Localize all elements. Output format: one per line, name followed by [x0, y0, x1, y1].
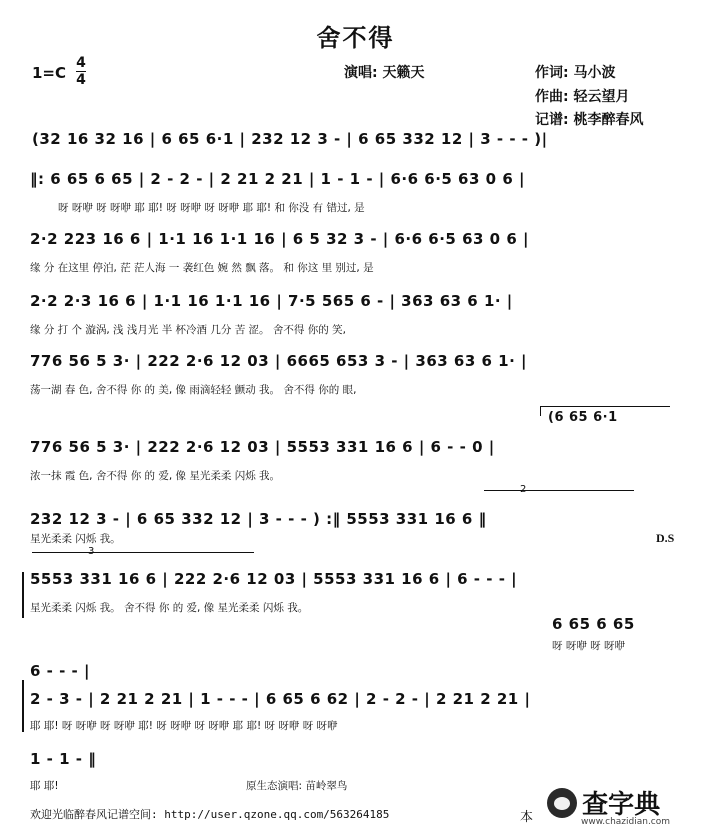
left-bracket-bar-2 [22, 680, 24, 732]
footer-char: 本 [520, 810, 534, 825]
volta-bracket-1-tick [540, 406, 541, 416]
transcriber-credit: 记谱: 桃李醉春风 [535, 112, 644, 128]
score-row-6-lyrics: 星光柔柔 闪烁 我。 [30, 533, 121, 545]
score-row-7-lyrics: 星光柔柔 闪烁 我。 舍不得 你 的 爱, 像 星光柔柔 闪烁 我。 [30, 602, 309, 614]
left-bracket-bar [22, 572, 24, 618]
score-row-8-notes: 6 65 6 65 [552, 615, 635, 633]
time-signature-top: 4 [76, 55, 86, 71]
logo-url: www.chazidian.com [581, 817, 671, 827]
score-row-3-notes: 2·2 2·3 16 6 | 1·1 16 1·1 16 | 7·5 565 6 - | 363 63 6 1· | [30, 292, 513, 310]
score-row-2-notes: 2·2 223 16 6 | 1·1 16 1·1 16 | 6 5 32 3 - | 6·6 6·5 63 0 6 | [30, 230, 529, 248]
score-row-8-lyrics: 呀 呀咿 呀 呀咿 [552, 640, 626, 652]
original-singer-credit: 原生态演唱: 苗岭翠鸟 [246, 780, 348, 792]
score-row-9-notes: 6 - - - | [30, 662, 90, 680]
song-title: 舍不得 [316, 24, 395, 52]
logo-mascot-icon [547, 788, 577, 818]
score-row-11-notes: 1 - 1 - ‖ [30, 750, 97, 768]
composer-credit: 作曲: 轻云望月 [535, 89, 630, 105]
lyricist-credit: 作词: 马小波 [535, 65, 616, 81]
score-row-1-lyrics: 呀 呀咿 呀 呀咿 耶 耶! 呀 呀咿 呀 呀咿 耶 耶! 和 你没 有 错过, 是 [58, 202, 365, 214]
time-signature-bottom: 4 [76, 72, 86, 88]
score-row-11-lyrics: 耶 耶! [30, 780, 59, 792]
ds-mark: D.S [656, 531, 675, 545]
score-row-2-lyrics: 缘 分 在这里 停泊, 茫 茫人海 一 袭红色 婉 然 飘 落。 和 你这 里 别过, 是 [30, 262, 374, 274]
time-signature [76, 56, 86, 87]
key-signature: 1=C [32, 64, 67, 82]
score-row-6-notes: 232 12 3 - | 6 65 332 12 | 3 - - - ) :‖ 5553 331 16 6 ‖ [30, 510, 487, 528]
volta-bracket-1-notes: (6 65 6·1 [548, 410, 618, 425]
site-logo [547, 784, 697, 827]
volta-bracket-2-line [484, 490, 634, 491]
volta-label-2: 2 [520, 484, 527, 495]
score-row-intro: (32 16 32 16 | 6 65 6·1 | 232 12 3 - | 6 65 332 12 | 3 - - - )| [32, 130, 548, 148]
score-row-7-notes: 5553 331 16 6 | 222 2·6 12 03 | 5553 331 16 6 | 6 - - - | [30, 570, 518, 588]
score-row-4-notes: 776 56 5 3· | 222 2·6 12 03 | 6665 653 3 - | 363 63 6 1· | [30, 352, 528, 370]
volta-label-3: 3 [88, 546, 95, 557]
score-row-3-lyrics: 缘 分 打 个 漩涡, 浅 浅月光 半 杯冷酒 几分 苦 涩。 舍不得 你的 笑, [30, 324, 346, 336]
singer-credit: 演唱: 天籁天 [344, 65, 425, 81]
score-row-10-lyrics: 耶 耶! 呀 呀咿 呀 呀咿 耶! 呀 呀咿 呀 呀咿 耶 耶! 呀 呀咿 呀 呀咿 [30, 720, 338, 732]
score-row-5-lyrics: 浓一抹 霞 色, 舍不得 你 的 爱, 像 星光柔柔 闪烁 我。 [30, 470, 281, 482]
logo-name: 查字典 [582, 790, 661, 820]
score-row-5-notes: 776 56 5 3· | 222 2·6 12 03 | 5553 331 16 6 | 6 - - 0 | [30, 438, 495, 456]
score-row-10-notes: 2 - 3 - | 2 21 2 21 | 1 - - - | 6 65 6 62 | 2 - 2 - | 2 21 2 21 | [30, 690, 531, 708]
volta-bracket-1-line [540, 406, 670, 407]
footer-text: 欢迎光临醉春风记谱空间: http://user.qzone.qq.com/563264185 [30, 808, 390, 821]
volta-bracket-3-line [32, 552, 254, 553]
score-row-1-notes: ‖: 6 65 6 65 | 2 - 2 - | 2 21 2 21 | 1 - 1 - | 6·6 6·5 63 0 6 | [30, 170, 525, 188]
score-row-4-lyrics: 荡一湖 春 色, 舍不得 你 的 美, 像 雨滴轻轻 颤动 我。 舍不得 你的 眼, [30, 384, 357, 396]
